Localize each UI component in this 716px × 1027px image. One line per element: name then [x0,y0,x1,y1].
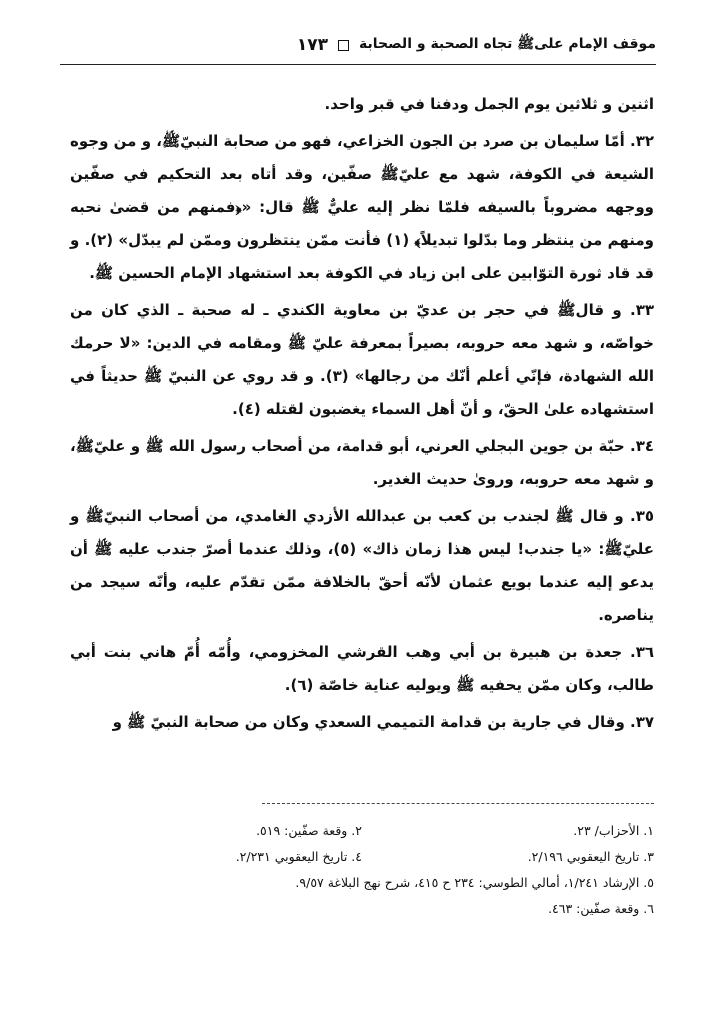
square-ornament-icon [338,40,349,51]
footnote-row [70,896,654,922]
footnote: ٣. تاريخ اليعقوبي ٢/١٩٦. [527,849,654,864]
running-title: موقف الإمام علىﷺ تجاه الصحبة و الصحابة [359,36,656,52]
footnote-row [70,844,654,870]
paragraph: ٣٢. أمّا سليمان بن صرد بن الجون الخزاعي، فهو من صحابة النبيّﷺ، و من وجوه الشيعة في الكوفة، شهد مع عليّﷺ صفّين، وقد أتاه بعد التحكيم في صفّين ووجهه مضروباً بالسيفه فلمّا نظر إليه عليٌّ ﷺ قال: «﴿فمنهم من قضىٰ نحبه ومنهم من ينتظر وما بدّلوا تبديلاً﴾ (١) فأنت ممّن ينتظرون وممّن لم يبدّل» (٢). و قد قاد ثورة التوّابين على ابن زياد في الكوفة بعد استشهاد الإمام الحسين ﷺ. [70,132,654,282]
footnote-row [70,818,654,844]
footnote-row [70,870,654,896]
paragraph: ٣٥. و قال ﷺ لجندب بن كعب بن عبدالله الأزدي الغامدي، من أصحاب النبيّﷺ و عليّﷺ: «يا جندب! ليس هذا زمان ذاك» (٥)، وذلك عندما أصرّ جندب عليه ﷺ أن يدعو إليه عندما بويع عثمان لأنّه أحقّ بالخلافة ممّن تقدّم عليه، وأنّه سيجد من يناصره. [70,507,654,624]
paragraph: ٣٦. جعدة بن هبيرة بن أبي وهب القرشي المخزومي، وأُمّه أُمّ هاني بنت أبي طالب، وكان ممّن يحفيه ﷺ ويوليه عناية خاصّة (٦). [70,643,654,694]
footnote-divider [262,803,654,804]
footnote: ٥. الإرشاد ١/٢٤١، أمالي الطوسي: ٢٣٤ ح ٤١٥، شرح نهج البلاغة ٩/٥٧. [295,875,654,890]
paragraph: ٣٧. وقال في جارية بن قدامة التميمي السعدي وكان من صحابة النبيّ ﷺ و [112,713,654,731]
paragraph: ٣٣. و قالﷺ في حجر بن عديّ بن معاوية الكندي ـ له صحبة ـ الذي كان من خواصّه، و شهد معه حروبه، بصيراً بمعرفة عليّ ﷺ ومقامه في الدين: «لا حرمك الله الشهادة، فإنّي أعلم أنّك من رجالها» (٣). و قد روي عن النبيّ ﷺ حديثاً في استشهاده علىٰ الحقّ، و أنّ أهل السماء يغضبون لقتله (٤). [70,301,654,418]
footnotes [70,818,654,922]
page-header [60,30,656,65]
footnote: ٢. وقعة صفّين: ٥١٩. [256,823,362,838]
footnote: ١. الأحزاب/ ٢٣. [573,823,654,838]
footnote: ٦. وقعة صفّين: ٤٦٣. [548,901,654,916]
paragraph: ٣٤. حبّة بن جوين البجلي العرني، أبو قدامة، من أصحاب رسول الله ﷺ و عليّﷺ، و شهد معه حروبه، وروىٰ حديث الغدير. [70,437,654,488]
main-text [70,88,654,743]
paragraph: اثنين و ثلاثين يوم الجمل ودفنا في قبر واحد. [324,95,654,113]
page-number: ١٧٣ [296,35,329,55]
footnote: ٤. تاريخ اليعقوبي ٢/٢٣١. [235,849,362,864]
